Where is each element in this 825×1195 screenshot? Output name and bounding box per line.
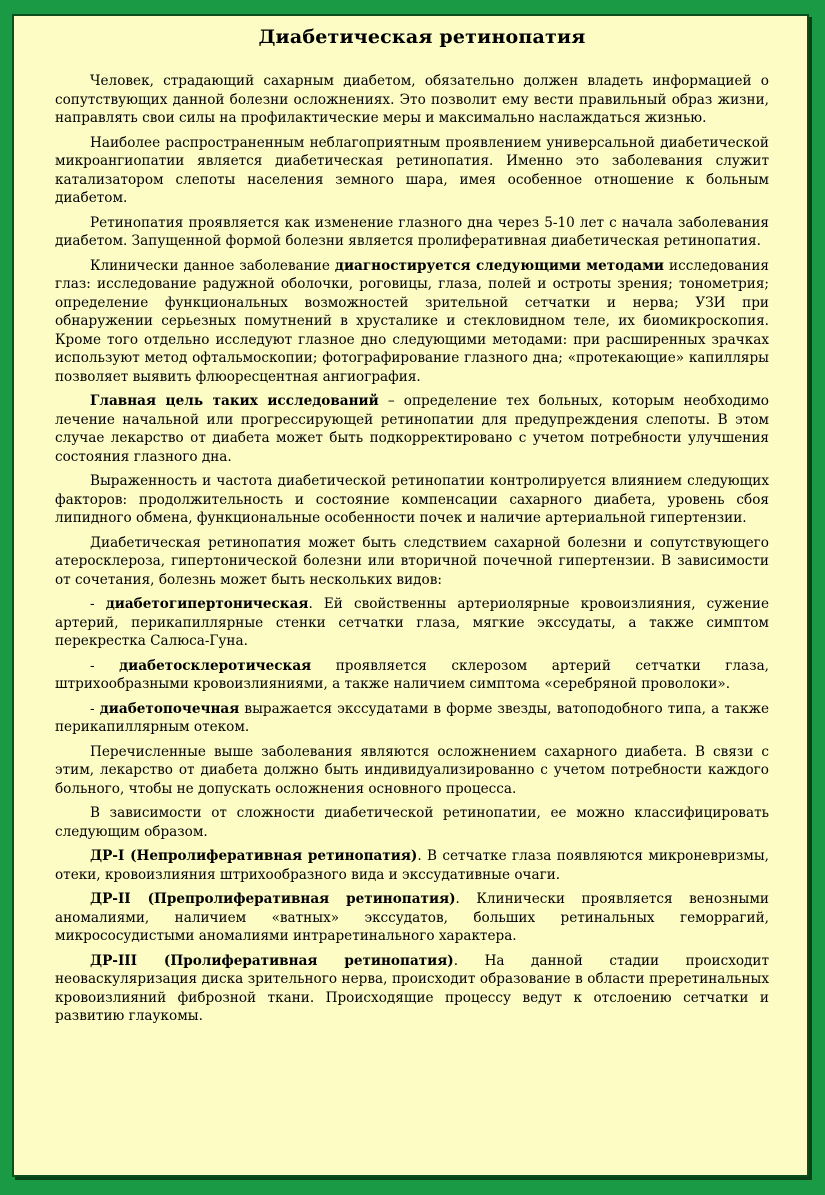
list-item-type — [55, 595, 769, 651]
text-segment: исследования глаз: исследование радужной оболочки, роговицы, глаза, полей и остроты зрения; тонометрия; определение функциональных возможностей зрительной сетчатки и нерва; УЗИ при обнаружении серьезных помутнений в хрусталике и стекловидном теле, их биомикроскопия. Кроме того отдельно исследуют глазное дно следующими методами: при расширенных зрачках используют метод офтальмоскопии; фотографирование глазного дна; «протекающие» капилляры позволяет выявить флюоресцентная ангиография. — [55, 257, 769, 385]
bold-term: диабетосклеротическая — [119, 657, 312, 674]
list-dash: - — [90, 657, 120, 674]
list-item-type — [55, 657, 769, 694]
article-page — [12, 14, 809, 1177]
paragraph-classification-intro: В зависимости от сложности диабетической ретинопатии, ее можно классифицировать следующим образом. — [55, 805, 769, 840]
text-segment: . В сетчатке глаза появляются микроневризмы, отеки, кровоизлияния штрихообразного вида и экссудативные очаги. — [55, 848, 769, 883]
text-segment: выражается экссудатами в форме звезды, ватоподобного типа, а также перикапиллярным отеком. — [55, 700, 769, 735]
bold-term: ДР-II (Препролиферативная ретинопатия) — [90, 891, 456, 907]
page-title: Диабетическая ретинопатия — [258, 26, 586, 48]
text-segment: . Клинически проявляется венозными аномалиями, наличием «ватных» экссудатов, больших ретинальных геморрагий, микрососудистыми аномалиями интраретинального характера. — [55, 891, 769, 944]
paragraph-prevalence: Наиболее распространенным неблагоприятным проявлением универсальной диабетической микроангиопатии является диабетическая ретинопатия. Именно это заболевания служит катализатором слепоты населения земного шара, имея особенное отношение к больным диабетом. — [55, 134, 769, 206]
paragraph-onset: Ретинопатия проявляется как изменение глазного дна через 5-10 лет с начала заболевания диабетом. Запущенной формой болезни является пролиферативная диабетическая ретинопатия. — [55, 214, 769, 249]
list-dash: - — [90, 596, 106, 612]
paragraph-factors: Выраженность и частота диабетической ретинопатии контролируется влиянием следующих факторов: продолжительность и состояние компенсации сахарного диабета, уровень сбоя липидного обмена, функциональные особенности почек и наличие артериальной гипертензии. — [55, 473, 769, 526]
text-segment: . Ей свойственны артериолярные кровоизлияния, сужение артерий, перикапиллярные стенки сетчатки глаза, мягкие экссудаты, а также симптом перекрестка Салюса-Гуна. — [55, 596, 769, 649]
paragraph-stage-3 — [55, 952, 769, 1026]
paragraph-intro: Человек, страдающий сахарным диабетом, обязательно должен владеть информацией о сопутствующих данной болезни осложнениях. Это позволит ему вести правильный образ жизни, направлять свои силы на профилактические меры и максимально наслаждаться жизнью. — [55, 73, 769, 126]
paragraph-complications: Перечисленные выше заболевания являются осложнением сахарного диабета. В связи с этим, лекарство от диабета должно быть индивидуализированно с учетом потребности каждого больного, чтобы не допускать осложнения основного процесса. — [55, 743, 769, 797]
bold-term: диагностируется следующими методами — [334, 257, 665, 274]
bold-term: Главная цель таких исследований — [90, 393, 379, 409]
paragraph-goal — [55, 392, 769, 466]
text-segment: проявляется склерозом артерий сетчатки глаза, штрихообразными кровоизлияниями, а также наличием симптома «серебряной проволоки». — [55, 657, 769, 692]
list-dash: - — [90, 700, 100, 717]
paragraph-stage-1 — [55, 847, 769, 884]
paragraph-stage-2 — [55, 890, 769, 946]
list-item-type — [55, 700, 769, 737]
bold-term: ДР-III (Пролиферативная ретинопатия) — [90, 952, 454, 969]
text-segment: Клинически данное заболевание — [90, 257, 335, 274]
text-segment: . На данной стадии происходит неоваскуляризация диска зрительного нерва, происходит образование в области преретинальных кровоизлияний фиброзной ткани. Происходящие процессу ведут к отслоению сетчатки и развитию глаукомы. — [55, 952, 770, 1024]
paragraph-diagnostics — [55, 257, 769, 387]
bold-term: диабетопочечная — [99, 700, 240, 717]
text-segment: – определение тех больных, которым необходимо лечение начальной или прогрессирующей ретинопатии для предупреждения слепоты. В этом случае лекарство от диабета может быть подкорректировано с учетом потребности улучшения состояния глазного дна. — [55, 393, 769, 465]
bold-term: диабетогипертоническая — [105, 596, 309, 612]
paragraph-types-intro: Диабетическая ретинопатия может быть следствием сахарной болезни и сопутствующего атеросклероза, гипертонической болезни или вторичной почечной гипертензии. В зависимости от сочетания, болезнь может быть нескольких видов: — [55, 534, 769, 588]
bold-term: ДР-I (Непролиферативная ретинопатия) — [90, 848, 418, 864]
